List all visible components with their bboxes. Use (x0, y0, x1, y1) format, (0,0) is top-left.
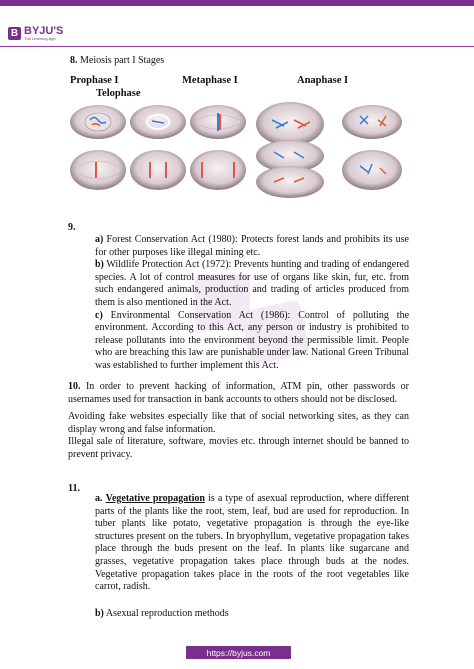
q11-item-b: b) Asexual reproduction methods (95, 608, 229, 619)
vegetative-propagation-term: Vegetative propagation (105, 493, 205, 504)
brand-top-bar (0, 0, 474, 6)
stage-label-prophase: Prophase I (70, 75, 119, 86)
cell-anaphase-2 (130, 150, 186, 190)
q11-item-a: a. Vegetative propagation is a type of asexual reproduction, where different parts of the plants like the root, stem, leaf, bud are used for reproduction. In tuber plants like potato, vegetative propagation is through the eye-like structures present on the tubers. In bryophyllum, vegetative propagation takes place through the buds present on the leaf. In plants like sugarcane and grasses, vegetative propagation takes place through buds at the nodes. Vegetative propagation takes place in the roots of the root vegetables like carrot, radish. (95, 493, 410, 593)
cell-anaphase (256, 102, 324, 146)
q9-item-a: a) Forest Conservation Act (1980): Protects forest lands and prohibits its use for other purposes like illegal mining etc. (95, 234, 409, 258)
cell-metaphase (190, 105, 246, 139)
footer-url-badge[interactable]: https://byjus.com (186, 646, 291, 659)
q9-item-c: c) Environmental Conservation Act (1986): Control of polluting the environment. According to this Act, any person or industry is prohibited to release pollutants into the environment beyond the permissible limit. People who are breaching this law are punishable under law. National Green Tribunal was established to further implement this Act. (95, 309, 410, 371)
q10-para-1: 10. In order to prevent hacking of information, ATM pin, other passwords or usernames used for transaction in bank accounts to others should not be disclosed. (68, 381, 409, 405)
logo-mark: B (8, 27, 21, 40)
cell-telophase-2 (190, 150, 246, 190)
stage-label-telophase: Telophase (96, 88, 141, 99)
logo-name: BYJU'S (24, 25, 64, 37)
cell-cytokinesis (256, 140, 324, 198)
cell-daughter (342, 150, 402, 190)
stage-label-anaphase: Anaphase I (297, 75, 349, 86)
cell-telophase (342, 105, 402, 139)
question-8: 8. Meiosis part I Stages (70, 55, 165, 66)
q10-para-3: Illegal sale of literature, software, movies etc. through internet should be banned to prevent privacy. (68, 436, 409, 460)
question-11-number: 11. (68, 483, 80, 494)
header-divider (0, 46, 474, 47)
q10-para-2: Avoiding fake websites especially like that of social networking sites, as they can display wrong and false information. (68, 411, 409, 435)
cell-prophase (70, 105, 126, 139)
meiosis-stages-figure (68, 102, 412, 198)
cell-prometaphase (130, 105, 186, 139)
logo-tagline: The Learning App (24, 36, 56, 41)
byjus-logo (8, 26, 63, 41)
question-9-number: 9. (68, 222, 76, 233)
cell-metaphase-2 (70, 150, 126, 190)
q9-item-b: b) Wildlife Protection Act (1972): Prevents hunting and trading of endangered species. A lot of control measures for use of organs like skin, fur, etc. from such endangered animals, production and trading of articles produced from them is also mentioned in the Act. (95, 259, 409, 308)
stage-label-metaphase: Metaphase I (182, 75, 238, 86)
